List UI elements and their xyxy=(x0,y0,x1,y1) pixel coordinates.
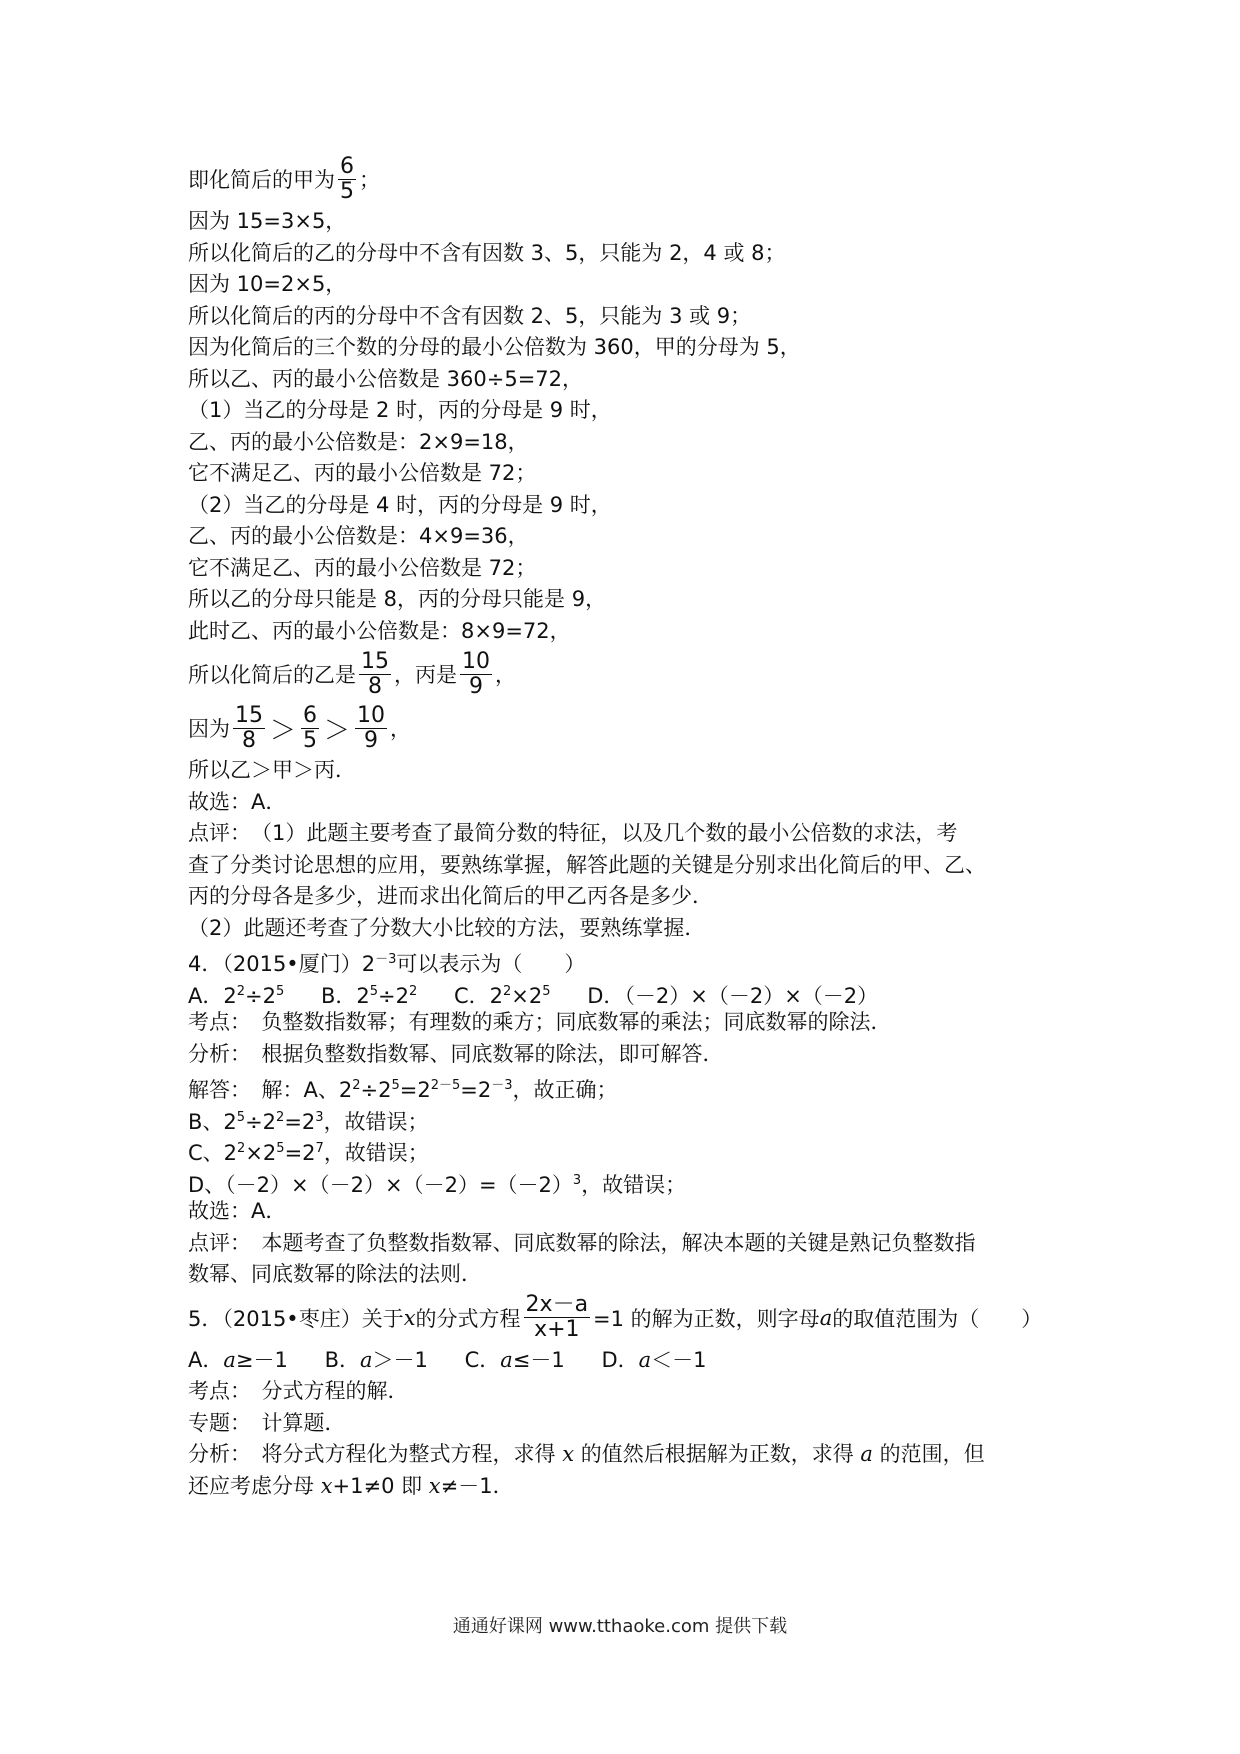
text: ÷2 xyxy=(245,983,276,1008)
question-4-stem xyxy=(188,944,1068,976)
numerator: 10 xyxy=(357,702,386,728)
text-line: 它不满足乙、丙的最小公倍数是 72； xyxy=(188,461,537,485)
exponent: 2 xyxy=(276,1109,285,1125)
text-line xyxy=(188,1070,1068,1102)
variable-x: x xyxy=(428,1473,441,1498)
text-line: 所以乙＞甲＞丙． xyxy=(188,758,356,782)
text-line xyxy=(188,1439,1068,1471)
text: ×2 xyxy=(511,983,543,1008)
text: ，丙是 xyxy=(394,663,457,687)
fraction xyxy=(301,704,319,753)
text: 即化简后的甲为 xyxy=(188,168,335,192)
text: ÷2 xyxy=(378,983,409,1008)
text: =2 xyxy=(399,1078,431,1102)
exponent: 2 xyxy=(502,983,512,999)
variable-a: a xyxy=(223,1347,236,1372)
text-line xyxy=(188,647,1068,701)
text-line: 因为 10=2×5， xyxy=(188,272,347,296)
exponent: 5 xyxy=(369,983,379,999)
text: A．2 xyxy=(188,983,237,1008)
greater-than-sign: ＞ xyxy=(270,715,297,746)
option-c xyxy=(454,984,551,1008)
option-d xyxy=(601,1348,706,1372)
option-b xyxy=(321,984,417,1008)
text-line: 所以化简后的乙的分母中不含有因数 3、5，只能为 2，4 或 8； xyxy=(188,240,786,265)
exponent: 5 xyxy=(236,1109,246,1125)
text: 4．（2015•厦门）2 xyxy=(188,952,376,976)
numerator: 2x－a xyxy=(525,1292,589,1317)
text: =2 xyxy=(284,1109,316,1134)
text: 的分式方程 xyxy=(415,1306,521,1331)
text: =1 的解为正数，则字母 xyxy=(593,1306,820,1331)
greater-than-sign: ＞ xyxy=(324,715,351,746)
numerator: 6 xyxy=(340,153,354,179)
text: ×2 xyxy=(245,1141,277,1165)
exponent: 7 xyxy=(315,1141,324,1156)
text: ÷2 xyxy=(245,1109,277,1134)
text: ≥－1 xyxy=(235,1347,288,1372)
exponent: 3 xyxy=(315,1109,324,1125)
text: A． xyxy=(188,1347,224,1372)
variable-a: a xyxy=(860,1442,873,1466)
text-line xyxy=(188,1165,1068,1197)
text-line: 考点： 负整数指数幂；有理数的乘方；同底数幂的乘法；同底数幂的除法． xyxy=(188,1010,892,1034)
text: ， xyxy=(390,717,412,741)
text: =2 xyxy=(284,1141,316,1165)
denominator: 5 xyxy=(303,727,318,753)
text-line xyxy=(188,701,1068,755)
question-5-stem xyxy=(188,1291,1068,1345)
option-d: D．（－2）×（－2）×（－2） xyxy=(587,983,879,1008)
text-line: 此时乙、丙的最小公倍数是：8×9=72， xyxy=(188,618,571,643)
denominator: 9 xyxy=(364,727,379,753)
text-line: 丙的分母各是多少，进而求出化简后的甲乙丙各是多少． xyxy=(188,884,713,908)
text: ， xyxy=(495,663,516,687)
variable-x: x xyxy=(403,1305,416,1330)
variable-x: x xyxy=(562,1442,575,1466)
text: C、2 xyxy=(188,1141,238,1165)
text: ，故正确； xyxy=(512,1078,618,1102)
text-line: （1）当乙的分母是 2 时，丙的分母是 9 时， xyxy=(188,398,612,422)
text-line xyxy=(188,1102,1068,1134)
text-line: 专题： 计算题． xyxy=(188,1410,346,1435)
page-footer: 通通好课网 www.tthaoke.com 提供下载 xyxy=(452,1616,788,1637)
variable-a: a xyxy=(819,1305,833,1330)
text-line: 点评： 本题考查了负整数指数幂、同底数幂的除法，解决本题的关键是熟记负整数指 xyxy=(188,1230,976,1255)
document-body xyxy=(188,152,1068,1502)
fraction xyxy=(338,155,356,204)
text: ≤－1 xyxy=(512,1347,565,1372)
text: 因为 xyxy=(188,717,230,741)
text-line: 点评： （1）此题主要考查了最简分数的特征，以及几个数的最小公倍数的求法，考 xyxy=(188,821,958,845)
text-line: 考点： 分式方程的解． xyxy=(188,1379,409,1403)
text: ÷2 xyxy=(360,1078,392,1102)
text: 解答： 解：A、2 xyxy=(188,1078,353,1102)
text-line: 因为化简后的三个数的分母的最小公倍数为 360，甲的分母为 5， xyxy=(188,335,801,359)
exponent: 2 xyxy=(352,1078,361,1093)
text: B、2 xyxy=(188,1109,237,1134)
option-a xyxy=(188,984,284,1008)
text: B．2 xyxy=(320,983,370,1008)
text: ； xyxy=(359,168,380,192)
text: C． xyxy=(464,1347,501,1372)
text: 可以表示为（ ） xyxy=(396,952,586,976)
variable-a: a xyxy=(359,1347,373,1372)
text: ，故错误； xyxy=(581,1172,687,1197)
exponent: 2 xyxy=(237,1141,246,1156)
text-line: 所以乙的分母只能是 8，丙的分母只能是 9， xyxy=(188,587,607,611)
text-line xyxy=(188,152,1068,206)
denominator: x+1 xyxy=(534,1317,580,1342)
exponent: －3 xyxy=(491,1078,513,1093)
exponent: 5 xyxy=(276,1141,285,1156)
variable-x: x xyxy=(320,1473,333,1498)
text: 还应考虑分母 xyxy=(188,1473,321,1498)
exponent: 2 xyxy=(236,983,246,999)
text: 的取值范围为（ ） xyxy=(832,1306,1043,1331)
fraction xyxy=(233,704,265,753)
question-4-options xyxy=(188,976,1068,1008)
text-line: 数幂、同底数幂的除法的法则． xyxy=(188,1262,482,1286)
option-a xyxy=(188,1348,288,1372)
variable-a: a xyxy=(500,1347,513,1372)
text: ≠－1． xyxy=(440,1473,514,1498)
numerator: 15 xyxy=(361,648,389,674)
text-line: 因为 15=3×5， xyxy=(188,209,347,233)
numerator: 15 xyxy=(235,702,263,728)
text: B． xyxy=(324,1347,360,1372)
numerator: 6 xyxy=(303,702,318,728)
exponent: －3 xyxy=(375,952,397,967)
text-line: 乙、丙的最小公倍数是：2×9=18， xyxy=(188,429,529,454)
question-5-options xyxy=(188,1345,1068,1377)
text: ＜－1 xyxy=(651,1347,707,1372)
text-line: 故选：A． xyxy=(188,789,287,814)
text-line: （2）此题还考查了分数大小比较的方法，要熟练掌握． xyxy=(188,915,706,940)
text: ，故错误； xyxy=(323,1141,429,1165)
text: ＞－1 xyxy=(372,1347,428,1372)
text: 5．（2015•枣庄）关于 xyxy=(188,1306,404,1331)
text-line: 它不满足乙、丙的最小公倍数是 72； xyxy=(188,555,537,580)
exponent: 5 xyxy=(391,1078,400,1093)
text-line: 查了分类讨论思想的应用，要熟练掌握，解答此题的关键是分别求出化简后的甲、乙、 xyxy=(188,852,986,877)
exponent: 5 xyxy=(275,983,285,999)
text: 所以化简后的乙是 xyxy=(188,663,356,687)
option-b xyxy=(325,1348,428,1372)
exponent: 5 xyxy=(542,983,551,999)
fraction xyxy=(460,650,492,699)
text-line xyxy=(188,1133,1068,1165)
denominator: 8 xyxy=(368,673,382,699)
text: =2 xyxy=(460,1078,492,1102)
text: D、（－2）×（－2）×（－2）=（－2） xyxy=(188,1172,573,1197)
exponent: 2 xyxy=(408,983,418,999)
exponent: 3 xyxy=(572,1172,582,1188)
text: +1≠0 即 xyxy=(332,1473,429,1498)
numerator: 10 xyxy=(462,648,490,674)
text-line: （2）当乙的分母是 4 时，丙的分母是 9 时， xyxy=(188,492,612,517)
text-line: 所以化简后的丙的分母中不含有因数 2、5，只能为 3 或 9； xyxy=(188,303,752,328)
denominator: 9 xyxy=(469,673,483,699)
exponent: 2－5 xyxy=(430,1078,461,1093)
text: C．2 xyxy=(453,983,503,1008)
fraction xyxy=(524,1293,591,1342)
text: 分析： 将分式方程化为整式方程，求得 xyxy=(188,1442,563,1466)
text-line: 所以乙、丙的最小公倍数是 360÷5=72， xyxy=(188,366,584,391)
text: ，故错误； xyxy=(323,1109,429,1134)
text: 的范围，但 xyxy=(872,1442,985,1466)
denominator: 5 xyxy=(340,178,354,204)
text: D． xyxy=(601,1347,639,1372)
fraction xyxy=(359,650,391,699)
text-line xyxy=(188,1471,1068,1503)
option-c xyxy=(465,1348,565,1372)
fraction xyxy=(355,704,387,753)
text-line: 故选：A． xyxy=(188,1199,287,1223)
variable-a: a xyxy=(638,1347,652,1372)
text: 的值然后根据解为正数，求得 xyxy=(574,1442,861,1466)
text-line: 乙、丙的最小公倍数是：4×9=36， xyxy=(188,524,529,548)
text-line: 分析： 根据负整数指数幂、同底数幂的除法，即可解答． xyxy=(188,1041,724,1066)
denominator: 8 xyxy=(242,727,256,753)
